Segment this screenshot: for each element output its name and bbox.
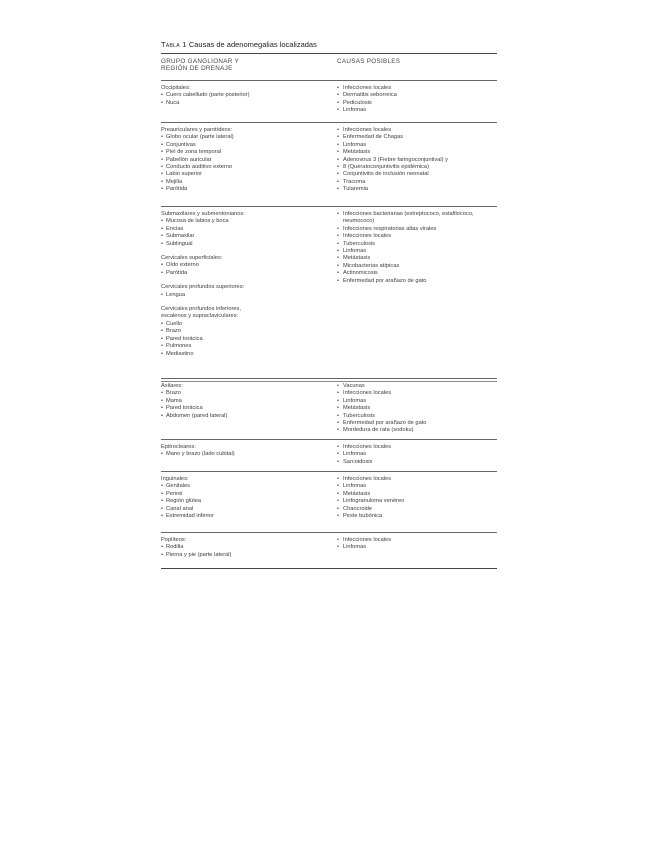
drain-item: • Sublingual (161, 241, 337, 248)
drain-item: • Cuello (161, 321, 337, 328)
cause-item: • Vacunas (337, 383, 497, 390)
drain-item: • Nuca (161, 100, 337, 107)
drain-item: • Globo ocular (parte lateral) (161, 134, 337, 141)
drain-item: • Cuero cabelludo (parte posterior) (161, 92, 337, 99)
drain-item: • Parótida (161, 270, 337, 277)
cause-item: • Mordedura de rata (sodoku) (337, 427, 497, 434)
drain-item: • Labio superior (161, 171, 337, 178)
table-row (161, 378, 497, 439)
cause-item: • Infecciones bacterianas (estreptococo, estafilococo, (337, 211, 497, 218)
table-row (161, 471, 497, 532)
cause-item: • Linfogranuloma venéreo (337, 498, 497, 505)
cause-item: • Linfomas (337, 483, 497, 490)
cause-item: • Dermatitis seborreica (337, 92, 497, 99)
drain-item: • Mama (161, 398, 337, 405)
cause-item: • Enfermedad por arañazo de gato (337, 420, 497, 427)
drain-item: • Extremidad inferior (161, 513, 337, 520)
causes-table (161, 53, 497, 569)
drain-item: • Región glútea (161, 498, 337, 505)
drain-item: • Abdomen (pared lateral) (161, 413, 337, 420)
drain-item: • Pared torácica (161, 336, 337, 343)
drain-item: • Submaxilar (161, 233, 337, 240)
drain-item: • Canal anal (161, 506, 337, 513)
drain-item: • Mano y brazo (lado cubital) (161, 451, 337, 458)
cause-item: • Peste bubónica (337, 513, 497, 520)
table-title: Causas de adenomegalias localizadas (188, 40, 317, 49)
cause-item: • Linfomas (337, 142, 497, 149)
drain-item: • Rodilla (161, 544, 337, 551)
header-col1-line1: GRUPO GANGLIONAR Y (161, 58, 240, 65)
cause-item: • Linfomas (337, 544, 497, 551)
cause-item: • 8 (Queratoconjuntivitis epidémica) (337, 164, 497, 171)
drain-item: • Genitales (161, 483, 337, 490)
cause-item: • Pediculosis (337, 100, 497, 107)
drain-item: • Brazo (161, 328, 337, 335)
node-group: Cervicales profundos inferiores, escalenos y supraclaviculares: • Cuello • Brazo • Pared torácica • Pulmones • Mediastino (161, 306, 337, 358)
table-row (161, 122, 497, 206)
cause-item: • Infecciones locales (337, 537, 497, 544)
drain-item: • Piel de zona temporal (161, 149, 337, 156)
cause-item: • Linfomas (337, 248, 497, 255)
table-caption (161, 40, 317, 49)
drain-item: • Brazo (161, 390, 337, 397)
drain-item: • Parótida (161, 186, 337, 193)
drain-item: • Conducto auditivo externo (161, 164, 337, 171)
cause-item: • Infecciones locales (337, 85, 497, 92)
drain-item: • Lengua (161, 292, 337, 299)
cause-item: • Tuberculosis (337, 413, 497, 420)
drain-item: • Conjuntivas (161, 142, 337, 149)
drain-item: • Pabellón auricular (161, 157, 337, 164)
cause-item: • Metástasis (337, 255, 497, 262)
cause-item: • Infecciones locales (337, 127, 497, 134)
cause-item: • Enfermedad por arañazo de gato (337, 278, 497, 285)
node-group: Cervicales superficiales: • Oído externo • Parótida (161, 255, 337, 277)
table-row (161, 80, 497, 122)
cause-item-continued: neumococo) (343, 218, 375, 225)
cause-item: • Metástasis (337, 405, 497, 412)
cause-item: • Conjuntivitis de inclusión neonatal (337, 171, 497, 178)
cause-item: • Infecciones locales (337, 476, 497, 483)
drain-item: • Mediastino (161, 351, 337, 358)
cause-item: • Actinomicosis (337, 270, 497, 277)
cause-item: • Metástasis (337, 491, 497, 498)
node-group: Inguinales: • Genitales • Periné • Región glútea • Canal anal • Extremidad inferior (161, 476, 337, 520)
cause-item: • Infecciones respiratorias altas virales (337, 226, 497, 233)
drain-item: • Pulmones (161, 343, 337, 350)
table-row (161, 532, 497, 569)
node-group: Submaxilares y submentonianos: • Mucosa de labios y boca • Encías • Submaxilar • Sublingual (161, 211, 337, 248)
cause-item: • Tuberculosis (337, 241, 497, 248)
node-group: Cervicales profundos superiores: • Lengua (161, 284, 337, 299)
drain-item: • Encías (161, 226, 337, 233)
cause-item: • Infecciones locales (337, 390, 497, 397)
cause-item: • Metástasis (337, 149, 497, 156)
cause-item: • Tracoma (337, 179, 497, 186)
cause-item: • Sarcoidosis (337, 459, 497, 466)
cause-item: • Adenovirus 3 (Fiebre faringoconjuntival) y (337, 157, 497, 164)
drain-item: • Pierna y pie (parte lateral) (161, 552, 337, 559)
table-header (161, 54, 497, 80)
node-group: Epitrocleares: • Mano y brazo (lado cubital) (161, 444, 337, 459)
cause-item: • Infecciones locales (337, 444, 497, 451)
node-group: Poplíteos: • Rodilla • Pierna y pie (parte lateral) (161, 537, 337, 559)
node-group: Axilares: • Brazo • Mama • Pared torácica • Abdomen (pared lateral) (161, 383, 337, 420)
drain-item: • Pared torácica (161, 405, 337, 412)
drain-item: • Oído externo (161, 262, 337, 269)
header-col1-line2: REGIÓN DE DRENAJE (161, 65, 233, 72)
drain-item: • Periné (161, 491, 337, 498)
cause-item: • Chancroide (337, 506, 497, 513)
node-group: Preauriculares y parotídeos: • Globo ocular (parte lateral) • Conjuntivas • Piel de zona temporal • Pabellón auricular • Conducto auditivo externo • Labio superior • Mejilla • Parótida (161, 127, 337, 194)
cause-item: • Infecciones locales (337, 233, 497, 240)
header-col2: CAUSAS POSIBLES (337, 58, 401, 65)
table-row (161, 206, 497, 378)
cause-item: • Linfomas (337, 107, 497, 114)
table-row (161, 439, 497, 471)
node-group: Occipitales: • Cuero cabelludo (parte posterior) • Nuca (161, 85, 337, 107)
cause-item: • Micobacterias atípicas (337, 263, 497, 270)
cause-item: • Linfomas (337, 398, 497, 405)
cause-item: • Tularemia (337, 186, 497, 193)
table-number: Tabla 1 (161, 40, 187, 49)
cause-item: • Linfomas (337, 451, 497, 458)
drain-item: • Mucosa de labios y boca (161, 218, 337, 225)
cause-item: • Enfermedad de Chagas (337, 134, 497, 141)
drain-item: • Mejilla (161, 179, 337, 186)
